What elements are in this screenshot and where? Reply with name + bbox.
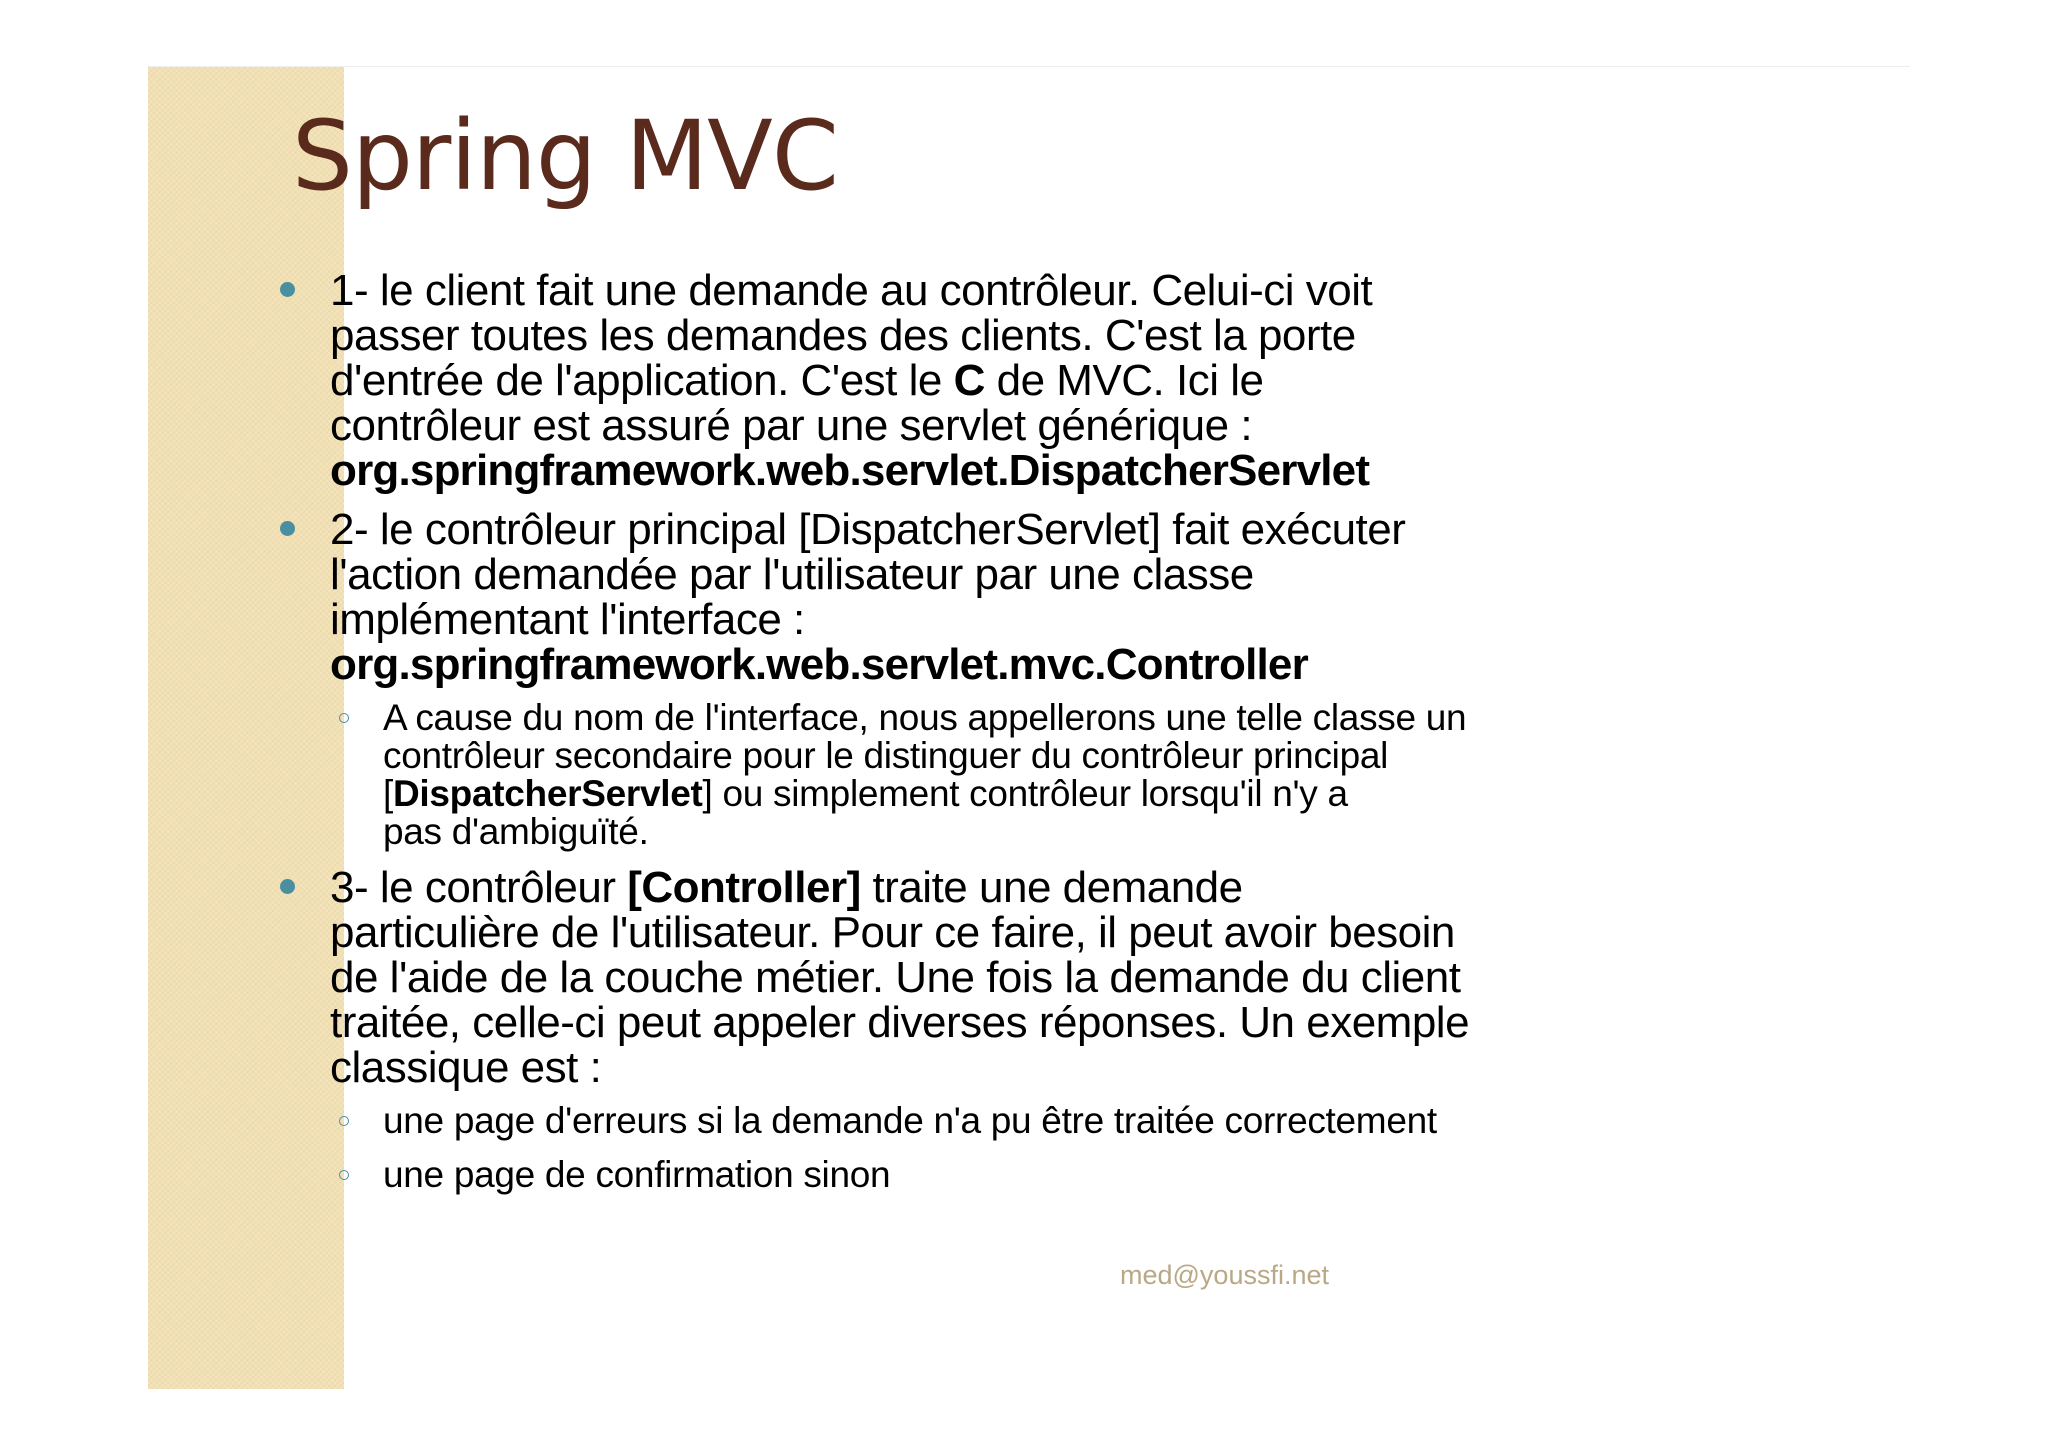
bullet-3-line-1-post: traite une demande bbox=[860, 863, 1243, 912]
bullet-2 bbox=[280, 507, 1720, 851]
footer-email: med@youssfi.net bbox=[1120, 1260, 1329, 1290]
bullet-1 bbox=[280, 268, 1720, 493]
bullet-3-line-1 bbox=[330, 865, 1720, 910]
bullet-3-line-4: traitée, celle-ci peut appeler diverses réponses. Un exemple bbox=[330, 998, 1470, 1047]
bullet-2-class-name: org.springframework.web.servlet.mvc.Controller bbox=[330, 640, 1308, 689]
bullet-dot-icon bbox=[280, 521, 295, 536]
bullet-2-line-2: l'action demandée par l'utilisateur par une classe bbox=[330, 550, 1254, 599]
slide-content bbox=[280, 268, 1720, 1208]
bullet-2-line-1: 2- le contrôleur principal [DispatcherServlet] fait exécuter bbox=[330, 505, 1406, 554]
bullet-3-sub-2-text: une page de confirmation sinon bbox=[383, 1154, 891, 1195]
sub-bullet-ring-icon bbox=[339, 1116, 349, 1126]
bullet-2-sub-item bbox=[280, 699, 1720, 851]
bullet-3-controller: [Controller] bbox=[627, 863, 861, 912]
bullet-2-sub-line-2: contrôleur secondaire pour le distinguer du contrôleur principal bbox=[383, 735, 1389, 776]
bullet-3-sub-item-2 bbox=[280, 1156, 1720, 1194]
bullet-1-line-3-pre: d'entrée de l'application. C'est le bbox=[330, 356, 954, 405]
bullet-3-line-3: de l'aide de la couche métier. Une fois la demande du client bbox=[330, 953, 1461, 1002]
bullet-dot-icon bbox=[280, 282, 295, 297]
bullet-3-line-5: classique est : bbox=[330, 1043, 602, 1092]
slide-title: Spring MVC bbox=[292, 100, 838, 212]
bullet-1-mvc-letter: C bbox=[953, 356, 985, 405]
bullet-3-line-2: particulière de l'utilisateur. Pour ce faire, il peut avoir besoin bbox=[330, 908, 1455, 957]
bullet-1-class-name: org.springframework.web.servlet.DispatcherServlet bbox=[330, 446, 1370, 495]
bullet-2-sub-dispatcher: DispatcherServlet bbox=[392, 773, 703, 814]
bullet-1-line-3 bbox=[330, 358, 1720, 403]
bullet-3-line-1-pre: 3- le contrôleur bbox=[330, 863, 628, 912]
bullet-1-line-1: 1- le client fait une demande au contrôleur. Celui-ci voit bbox=[330, 266, 1373, 315]
bullet-2-sub-line-4: pas d'ambiguïté. bbox=[383, 811, 649, 852]
bullet-2-sub-list bbox=[330, 699, 1720, 851]
bullet-1-line-3-post: de MVC. Ici le bbox=[984, 356, 1264, 405]
bullet-2-line-3: implémentant l'interface : bbox=[330, 595, 805, 644]
bullet-2-sub-line-3 bbox=[383, 775, 1720, 813]
bullet-2-sub-line-3-pre: [ bbox=[383, 773, 393, 814]
sub-bullet-ring-icon bbox=[339, 1170, 349, 1180]
bullet-2-sub-line-1: A cause du nom de l'interface, nous appellerons une telle classe un bbox=[383, 697, 1467, 738]
bullet-2-sub-line-3-post: ] ou simplement contrôleur lorsqu'il n'y a bbox=[702, 773, 1348, 814]
bullet-dot-icon bbox=[280, 879, 295, 894]
bullet-3-sub-item-1 bbox=[280, 1102, 1720, 1140]
bullet-3-sub-1-text: une page d'erreurs si la demande n'a pu être traitée correctement bbox=[383, 1100, 1437, 1141]
bullet-3-sub-list bbox=[330, 1102, 1720, 1194]
bullet-1-line-4: contrôleur est assuré par une servlet générique : bbox=[330, 401, 1253, 450]
bullet-1-line-2: passer toutes les demandes des clients. C'est la porte bbox=[330, 311, 1356, 360]
bullet-3 bbox=[280, 865, 1720, 1194]
sub-bullet-ring-icon bbox=[339, 713, 349, 723]
